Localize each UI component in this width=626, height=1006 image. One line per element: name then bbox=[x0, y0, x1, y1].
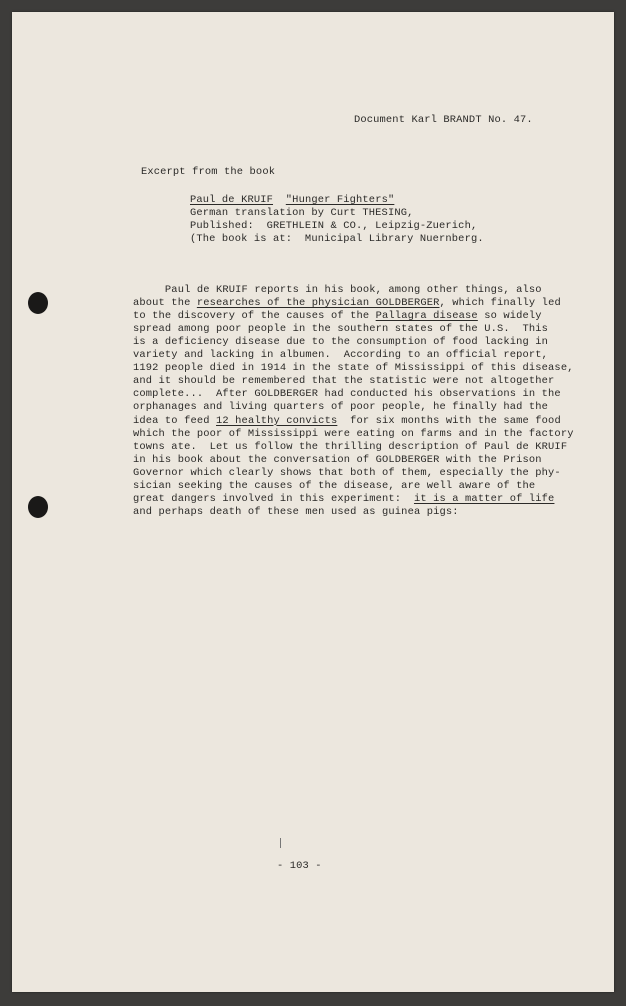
body-text-segment: which the poor of Mississippi were eating on farms and in the factory bbox=[133, 427, 574, 440]
body-line bbox=[133, 336, 548, 350]
source-translation: German translation by Curt THESING, bbox=[190, 207, 414, 219]
underlined-phrase: Pallagra disease bbox=[375, 310, 478, 323]
excerpt-label: Excerpt from the book bbox=[141, 166, 276, 178]
body-text-segment: spread among poor people in the southern states of the U.S. This bbox=[133, 323, 549, 336]
body-line bbox=[133, 297, 561, 311]
body-line bbox=[133, 467, 561, 481]
body-text-segment: and it should be remembered that the statistic were not altogether bbox=[133, 375, 555, 388]
document-page bbox=[12, 12, 614, 992]
source-location: (The book is at: Municipal Library Nuernberg. bbox=[190, 233, 484, 245]
body-line bbox=[133, 284, 542, 298]
body-text-segment: sician seeking the causes of the disease, are well aware of the bbox=[133, 479, 536, 492]
body-text-segment: Governor which clearly shows that both of them, especially the phy- bbox=[133, 466, 561, 479]
body-line bbox=[133, 375, 554, 389]
body-text-segment: great dangers involved in this experiment: bbox=[133, 492, 414, 505]
body-line bbox=[133, 480, 535, 494]
document-reference: Document Karl BRANDT No. 47. bbox=[354, 114, 533, 126]
underlined-phrase: it is a matter of life bbox=[413, 492, 555, 505]
body-text-segment: in his book about the conversation of GOLDBERGER with the Prison bbox=[133, 453, 542, 466]
body-line bbox=[133, 506, 459, 520]
body-line bbox=[133, 401, 548, 415]
underlined-phrase: 12 healthy convicts bbox=[216, 414, 338, 427]
punch-hole-bottom bbox=[28, 496, 48, 518]
body-text-segment: is a deficiency disease due to the consumption of food lacking in bbox=[133, 336, 549, 349]
body-line bbox=[133, 428, 574, 442]
body-text-segment: to the discovery of the causes of the bbox=[133, 310, 376, 323]
body-text-segment: so widely bbox=[477, 310, 542, 323]
body-line bbox=[133, 493, 554, 507]
body-line bbox=[133, 323, 548, 337]
body-text-segment: complete... After GOLDBERGER had conducted his observations in the bbox=[133, 388, 561, 401]
source-title-line bbox=[190, 194, 394, 208]
body-line bbox=[133, 441, 567, 455]
body-text-segment: about the bbox=[133, 297, 197, 310]
body-text-segment: 1192 people died in 1914 in the state of Mississippi of this disease, bbox=[133, 362, 574, 375]
body-text-segment: , which finally led bbox=[439, 297, 561, 310]
body-line bbox=[133, 388, 561, 402]
body-line bbox=[133, 362, 574, 376]
body-line bbox=[133, 415, 561, 429]
body-text-segment: Paul de KRUIF reports in his book, among other things, also bbox=[133, 284, 542, 296]
body-text-segment: and perhaps death of these men used as guinea pigs: bbox=[133, 505, 459, 518]
body-text-segment: variety and lacking in albumen. According to an official report, bbox=[133, 349, 549, 362]
underlined-phrase: researches of the physician GOLDBERGER bbox=[196, 297, 440, 310]
body-text-segment: towns ate. Let us follow the thrilling description of Paul de KRUIF bbox=[133, 440, 568, 453]
body-line bbox=[133, 310, 542, 324]
body-text-segment: idea to feed bbox=[133, 414, 217, 427]
body-line bbox=[133, 349, 548, 363]
body-line bbox=[133, 454, 542, 468]
body-text-segment: orphanages and living quarters of poor people, he finally had the bbox=[133, 401, 549, 414]
source-publisher: Published: GRETHLEIN & CO., Leipzig-Zuerich, bbox=[190, 220, 478, 232]
punch-hole-top bbox=[28, 292, 48, 314]
page-number: - 103 - bbox=[277, 860, 322, 872]
source-title: "Hunger Fighters" bbox=[285, 194, 395, 206]
body-text-segment: for six months with the same food bbox=[337, 414, 561, 427]
margin-mark bbox=[280, 838, 281, 848]
source-author: Paul de KRUIF bbox=[190, 194, 274, 206]
